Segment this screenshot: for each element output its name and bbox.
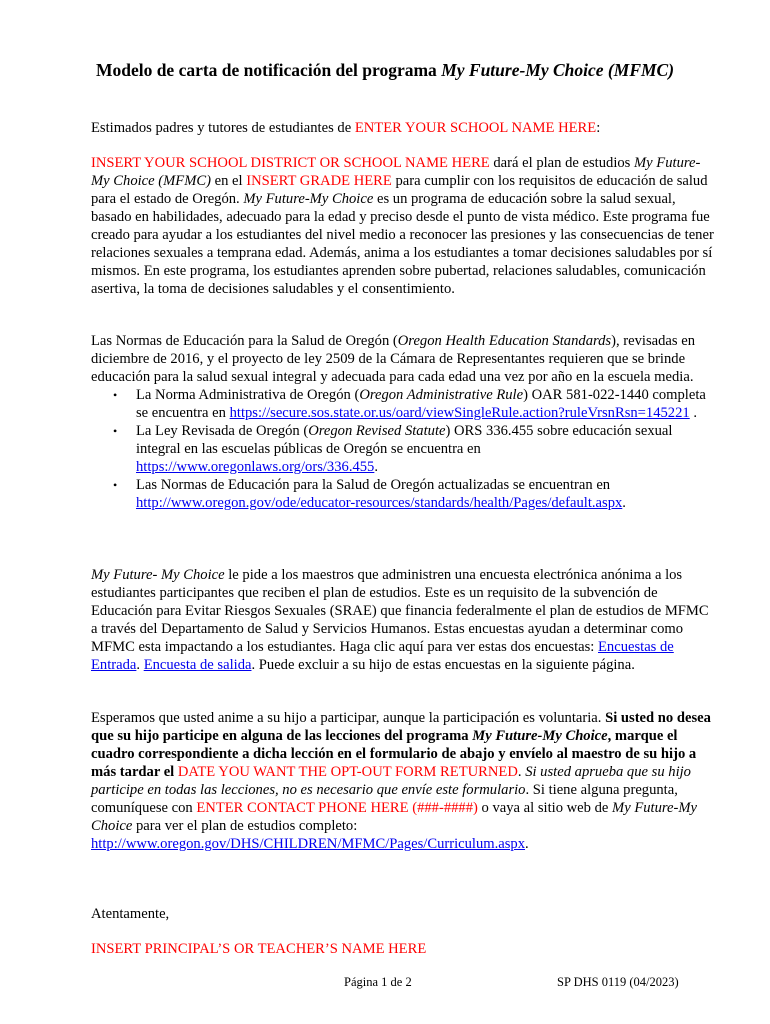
district-placeholder: INSERT YOUR SCHOOL DISTRICT OR SCHOOL NAME HERE bbox=[91, 155, 490, 171]
ors-link[interactable]: https://www.oregonlaws.org/ors/336.455 bbox=[136, 459, 375, 475]
p3-program: My Future- My Choice bbox=[91, 567, 225, 583]
p4-bold-1: Si usted no desea que su hijo participe en alguna de las lecciones del programa bbox=[91, 710, 711, 744]
list-item bbox=[91, 422, 715, 476]
curriculum-link[interactable]: http://www.oregon.gov/DHS/CHILDREN/MFMC/Pages/Curriculum.aspx bbox=[91, 836, 526, 852]
p4-text-6: . bbox=[525, 836, 529, 852]
title-program-name: My Future-My Choice (MFMC) bbox=[441, 60, 675, 80]
school-name-placeholder: ENTER YOUR SCHOOL NAME HERE bbox=[354, 120, 597, 136]
phone-placeholder: ENTER CONTACT PHONE HERE (###-####) bbox=[196, 800, 478, 816]
paragraph-intro bbox=[91, 154, 715, 298]
p2-text bbox=[91, 332, 715, 386]
list-item bbox=[91, 386, 715, 422]
p4-program: My Future-My Choice bbox=[91, 800, 697, 834]
oar-link[interactable]: https://secure.sos.state.or.us/oard/viewSingleRule.action?ruleVrsnRsn=145221 bbox=[229, 405, 690, 421]
b1-text-2: ) OAR 581-022-1440 completa se encuentra en bbox=[136, 387, 706, 421]
b1-text-3: . bbox=[689, 405, 697, 421]
page-number: Página 1 de 2 bbox=[344, 975, 412, 989]
b2-text-2: ) ORS 336.455 sobre educación sexual integral en las escuelas públicas de Oregón se encuentra en bbox=[136, 423, 673, 457]
ode-standards-link[interactable]: http://www.oregon.gov/ode/educator-resources/standards/health/Pages/default.aspx bbox=[136, 495, 623, 511]
list-item bbox=[91, 476, 715, 512]
greeting-suffix: : bbox=[596, 120, 601, 136]
greeting bbox=[91, 119, 715, 137]
p4-text-4: o vaya al sitio web de bbox=[477, 800, 613, 816]
p4-bold-program: My Future-My Choice bbox=[472, 728, 608, 744]
bullet-icon: • bbox=[113, 478, 118, 492]
p4-text-2: . bbox=[517, 764, 526, 780]
p1-text-3: para cumplir con los requisitos de educación de salud para el estado de Oregón. bbox=[91, 173, 708, 207]
b1-italic: Oregon Administrative Rule bbox=[359, 387, 524, 403]
b1-text-1: La Norma Administrativa de Oregón ( bbox=[136, 387, 360, 403]
p2-standards-name: Oregon Health Education Standards bbox=[397, 333, 612, 349]
b3-text-1: Las Normas de Educación para la Salud de Oregón actualizadas se encuentran en bbox=[136, 477, 611, 493]
p2-text-2: ), revisadas en diciembre de 2016, y el proyecto de ley 2509 de la Cámara de Representantes requieren que se brinde educación para la salud sexual integral y adecuada para cada edad una vez por año en la escuela media. bbox=[91, 333, 696, 385]
p2-text-1: Las Normas de Educación para la Salud de Oregón ( bbox=[91, 333, 398, 349]
date-placeholder: DATE YOU WANT THE OPT-OUT FORM RETURNED bbox=[174, 764, 518, 780]
p3-text-1: le pide a los maestros que administren una encuesta electrónica anónima a los estudiantes participantes que reciben el plan de estudios. Este es un requisito de la subvención de Educación para Evitar Riesgos Sexuales (SRAE) que financia federalmente el plan de estudios de MFMC a través del Departamento de Salud y Servicios Humanos. Estas encuestas ayudan a determinar como MFMC esta impactando a los estudiantes. Haga clic aquí para ver estas dos encuestas: bbox=[91, 567, 709, 655]
title-text: Modelo de carta de notificación del programa bbox=[95, 60, 442, 80]
paragraph-standards bbox=[91, 332, 715, 512]
closing: Atentamente, bbox=[91, 906, 170, 922]
p4-text-1: Esperamos que usted anime a su hijo a participar, aunque la participación es voluntaria. bbox=[91, 710, 606, 726]
p1-program-2: My Future-My Choice bbox=[243, 191, 374, 207]
bullet-icon: • bbox=[113, 388, 118, 402]
p4-bold-2: , marque el cuadro correspondiente a dicha lección en el formulario de abajo y envíelo al maestro de su hijo a más tardar el bbox=[91, 728, 697, 780]
b2-text-3: . bbox=[374, 459, 379, 475]
p3-text-2: . bbox=[136, 657, 144, 673]
signature-placeholder: INSERT PRINCIPAL’S OR TEACHER’S NAME HERE bbox=[91, 941, 427, 957]
page-title bbox=[0, 60, 770, 81]
p1-program: My Future-My Choice (MFMC) bbox=[91, 155, 701, 189]
bullet-icon: • bbox=[113, 424, 118, 438]
greeting-text: Estimados padres y tutores de estudiantes de bbox=[91, 120, 355, 136]
p1-text-2: en el bbox=[210, 173, 247, 189]
entry-survey-link[interactable]: Encuestas de Entrada bbox=[91, 639, 674, 673]
p3-text-3: . Puede excluir a su hijo de estas encuestas en la siguiente página. bbox=[251, 657, 635, 673]
p4-text-3: . Si tiene alguna pregunta, comuníquese con bbox=[91, 782, 678, 816]
p4-text-5: para ver el plan de estudios completo: bbox=[132, 818, 358, 834]
p1-text-1: dará el plan de estudios bbox=[489, 155, 635, 171]
form-code: SP DHS 0119 (04/2023) bbox=[557, 975, 679, 989]
paragraph-optout bbox=[91, 709, 715, 853]
b2-text-1: La Ley Revisada de Oregón ( bbox=[136, 423, 309, 439]
p1-text-4: es un programa de educación sobre la salud sexual, basado en habilidades, adecuado para la edad y preciso desde el punto de vista médico. Este programa fue creado para ayudar a los estudiantes del nivel medio a reconocer las presiones y las consecuencias de tener relaciones sexuales a temprana edad. Además, anima a los estudiantes a tomar decisiones saludables por sí mismos. En este programa, los estudiantes aprenden sobre pubertad, relaciones saludables, comunicación asertiva, la toma de decisiones saludables y el consentimiento. bbox=[91, 191, 714, 297]
b2-italic: Oregon Revised Statute bbox=[308, 423, 446, 439]
paragraph-survey bbox=[91, 566, 715, 674]
exit-survey-link[interactable]: Encuesta de salida bbox=[143, 657, 252, 673]
p4-italic: Si usted aprueba que su hijo participe en todas las lecciones, no es necesario que envíe este formulario bbox=[91, 764, 691, 798]
grade-placeholder: INSERT GRADE HERE bbox=[246, 173, 392, 189]
standards-list bbox=[91, 386, 715, 512]
b3-text-3: . bbox=[622, 495, 626, 511]
